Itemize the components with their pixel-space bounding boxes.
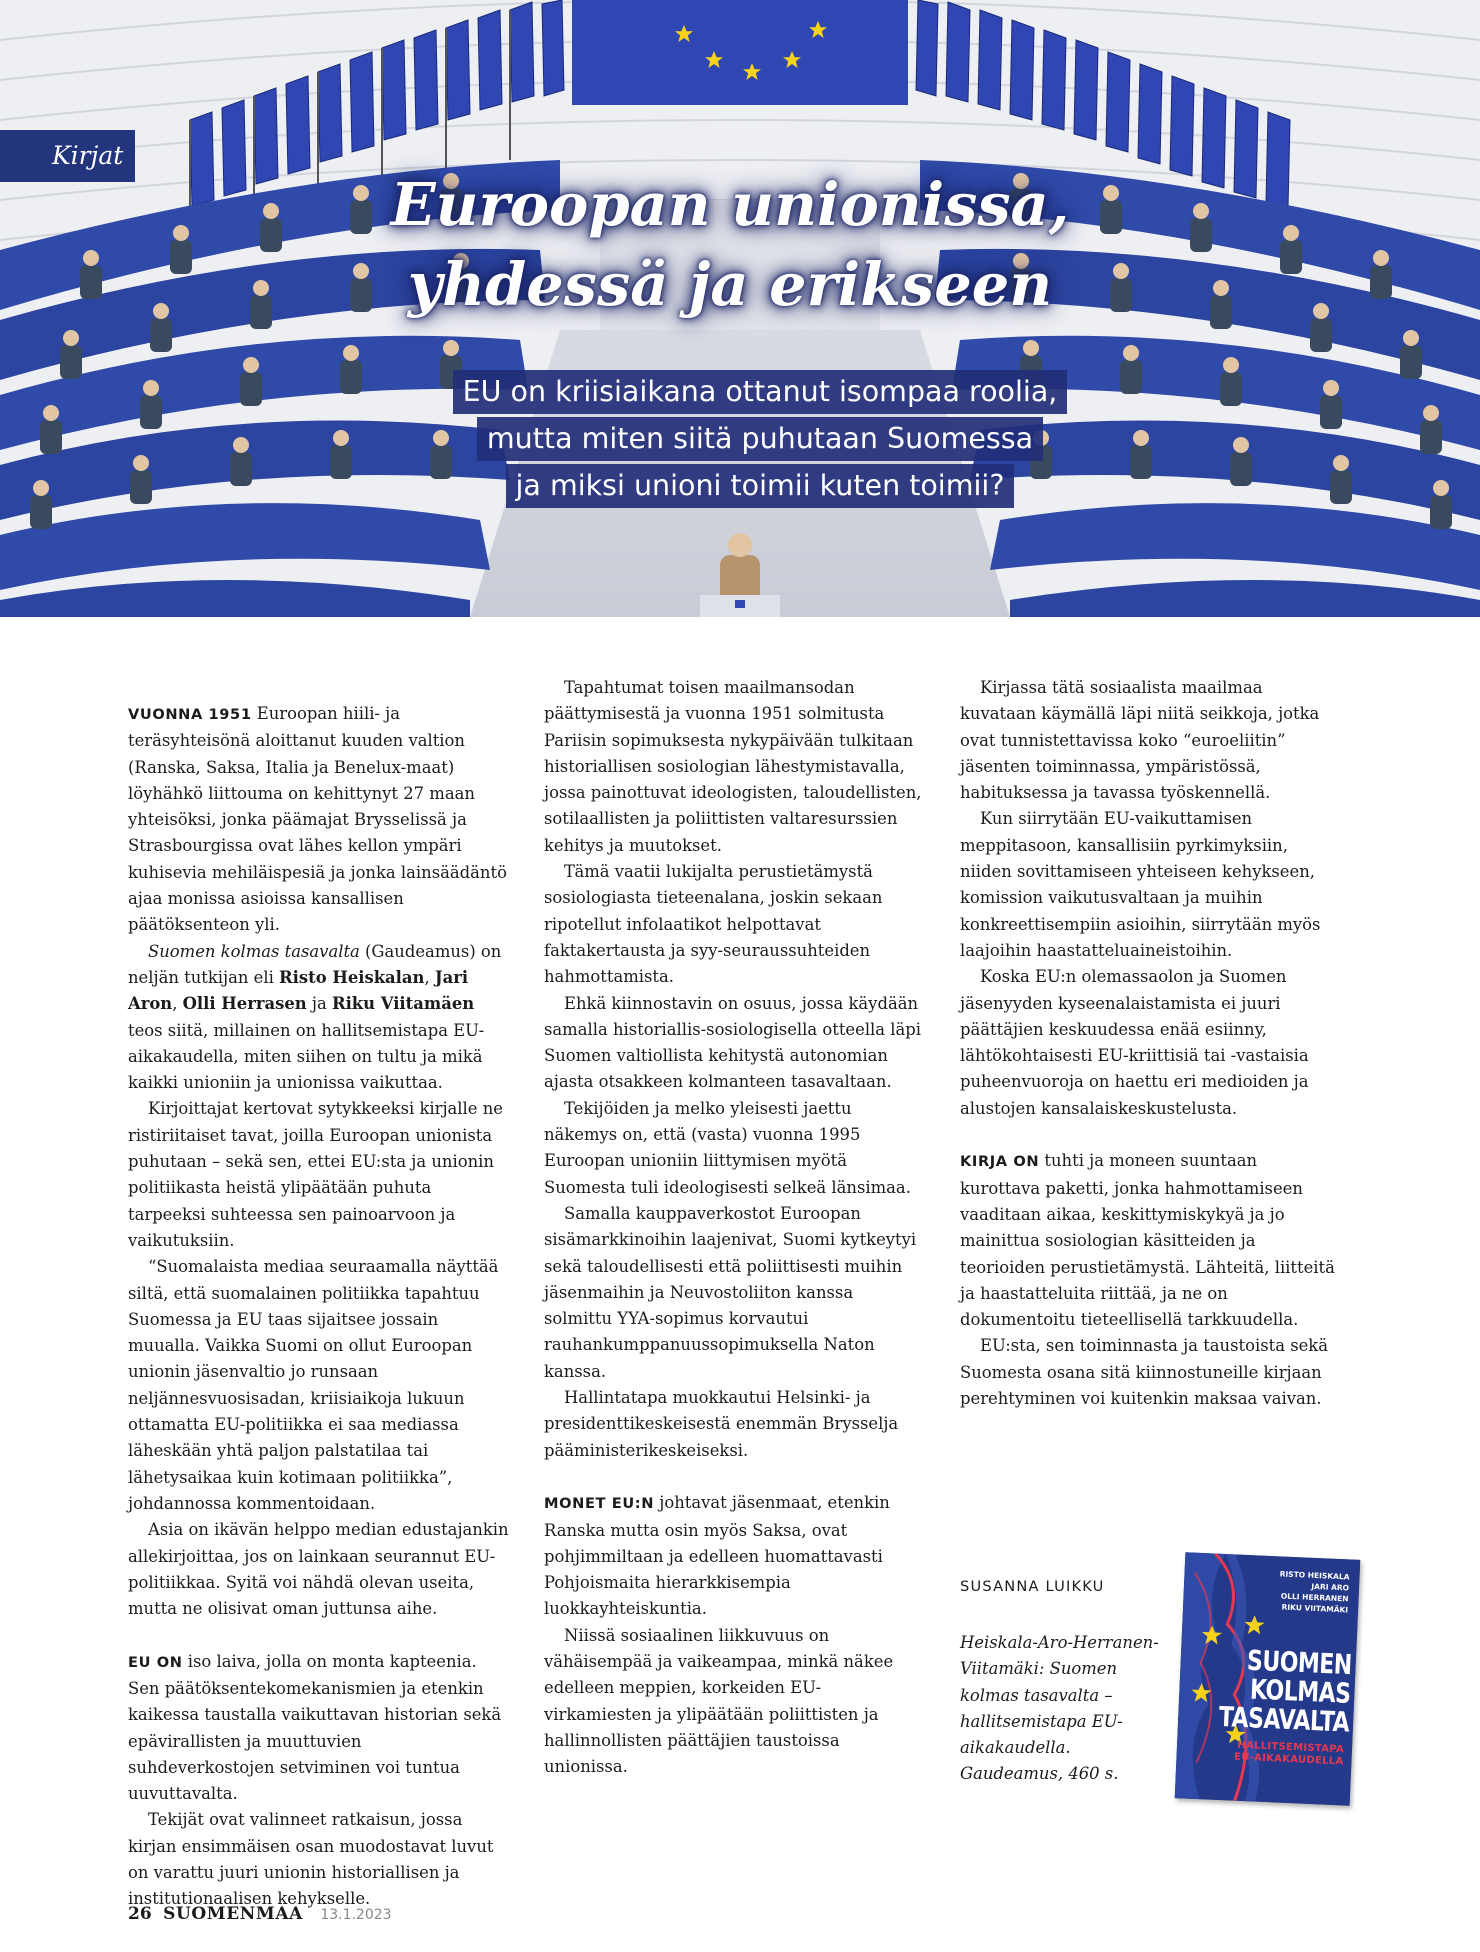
paragraph xyxy=(128,1649,509,1808)
book-cover-subtitle-line: EU-AIKAKAUDELLA xyxy=(1233,1751,1344,1768)
book-info-line: Viitamäki: Suomen xyxy=(960,1659,1118,1679)
book-cover-subtitle xyxy=(1234,1740,1344,1769)
paragraph: Samalla kauppaverkostot Euroopan sisämarkkinoihin laajenivat, Suomi kytkeytyi sekä taloudellisesti että poliittisesti muihin jäsenmaihin ja Neuvostoliiton kanssa solmittu YYA-sopimus korvautui rauhankumppanuussopimuksella Naton kanssa. xyxy=(544,1203,917,1381)
book-info-line: Gaudeamus, 460 s. xyxy=(960,1764,1119,1784)
paragraph: Tekijät ovat valinneet ratkaisun, jossa kirjan ensimmäisen osan muodostavat luvut on varattu juuri unionin historiallisen ja institutionaalisen kehykselle. xyxy=(128,1810,494,1909)
page-number: 26 xyxy=(128,1904,152,1924)
book-cover-title-line: TASAVALTA xyxy=(1218,1702,1350,1740)
author-name: Jari Aron xyxy=(128,967,469,1014)
paragraph-text: , xyxy=(424,967,435,987)
book-cover-author: RIKU VIITAMÄKI xyxy=(1281,1602,1349,1615)
paragraph-gap xyxy=(544,1464,925,1490)
book-cover-author: JARI ARO xyxy=(1311,1581,1350,1593)
book-cover-authors xyxy=(1228,1566,1350,1615)
paragraph: Tapahtumat toisen maailmansodan päättymisestä ja vuonna 1951 solmitusta Pariisin sopimuksesta nykypäivään tulkitaan historiallisen sosiologian lähestymistavalla, jossa painottuvat ideologisten, taloudellisten, sotilaallisten ja poliittisten valtaresurssien kehitys ja muutokset. xyxy=(544,678,922,855)
book-title: Suomen kolmas tasavalta xyxy=(148,941,360,961)
lead-word: EU ON xyxy=(128,1653,183,1671)
book-cover-title-line: KOLMAS xyxy=(1249,1674,1352,1711)
book-cover-author: RISTO HEISKALA xyxy=(1279,1569,1350,1582)
paragraph-text: Euroopan hiili- ja teräsyhteisönä aloittanut kuuden valtion (Ranska, Saksa, Italia ja Benelux-maat) löyhähkö liittouma on kehittynyt 27 maan yhteisöksi, jonka päämajat Brysselissä ja Strasbourgissa ovat lähes kellon ympäri kuhisevia mehiläispesiä ja jonka lainsäädäntö ajaa monissa asioissa kansallisen päätöksenteon yli. xyxy=(128,704,507,935)
book-info xyxy=(960,1630,1185,1788)
author-byline: SUSANNA LUIKKU xyxy=(960,1578,1105,1595)
headline xyxy=(300,165,1160,325)
paragraph: Kun siirrytään EU-vaikuttamisen meppitasoon, kansallisiin pyrkimyksiin, niiden sovittamiseen yhteiseen kehykseen, komission vaikutusvaltaan ja muihin konkreettisempiin asioihin, siirrytään myös laajoihin haastatteluaineistoihin. xyxy=(960,809,1321,960)
author-name: Olli Herrasen xyxy=(182,994,307,1014)
book-cover xyxy=(1175,1552,1361,1805)
paragraph: Kirjassa tätä sosiaalista maailmaa kuvataan käymällä läpi niitä seikkoja, jotka ovat tunnistettavissa koko “euroeliitin” jäsenten toiminnassa, ympäristössä, habituksessa ja tavassa työskennellä. xyxy=(960,678,1320,803)
paragraph: “Suomalaista mediaa seuraamalla näyttää siltä, että suomalainen politiikka tapahtuu Suomessa ja EU taas sijaitsee jossain muualla. Vaikka Suomi on ollut Euroopan unionin jäsenvaltio jo runsaan neljännesvuosisadan, kriisiaikoja lukuun ottamatta EU-politiikka ei saa mediassa läheskään yhtä paljon palstatilaa tai lähetysaikaa kuin kotimaan politiikka”, johdannossa kommentoidaan. xyxy=(128,1257,499,1513)
author-name: Risto Heiskalan xyxy=(279,967,425,987)
paragraph xyxy=(960,1148,1341,1333)
page-footer xyxy=(128,1904,392,1925)
section-tag: Kirjat xyxy=(0,130,135,182)
author-name: Riku Viitamäen xyxy=(331,994,475,1014)
paragraph-text: johtavat jäsenmaat, etenkin Ranska mutta osin myös Saksa, ovat pohjimmiltaan ja edelleen huomattavasti Pohjoismaita hierarkkisempia luokkayhteiskuntia. xyxy=(544,1493,890,1619)
lead-word: MONET EU:N xyxy=(544,1495,655,1513)
paragraph-text: , xyxy=(172,994,183,1014)
book-info-line: Heiskala-Aro-Herranen- xyxy=(960,1633,1159,1652)
paragraph: Asia on ikävän helppo median edustajankin allekirjoittaa, jos on lainkaan seurannut EU-politiikkaa. Syitä voi nähdä olevan useita, mutta ne olisivat oman juttunsa aihe. xyxy=(128,1520,509,1619)
paragraph: Tämä vaatii lukijalta perustietämystä sosiologiasta tieteenalana, joskin sekaan ripotellut infolaatikot helpottavat faktakertausta ja syy-seuraussuhteiden hahmottamista. xyxy=(544,862,883,987)
headline-line: yhdessä ja erikseen xyxy=(407,250,1053,319)
article-column-1 xyxy=(128,701,509,1913)
issue-date: 13.1.2023 xyxy=(320,1907,392,1923)
subheadline-line: ja miksi unioni toimii kuten toimii? xyxy=(506,464,1015,508)
lead-word: KIRJA ON xyxy=(960,1153,1040,1171)
book-cover-subtitle-line: HALLITSEMISTAPA xyxy=(1237,1739,1345,1756)
book-cover-title xyxy=(1194,1645,1353,1738)
paragraph-text: iso laiva, jolla on monta kapteenia. Sen päätöksentekomekanismien ja etenkin kaikessa taustalla vaikuttavan historian sekä epävirallisten ja muuttuvien suhdeverkostojen setviminen voi tuntua uuvuttavalta. xyxy=(128,1651,502,1804)
paragraph xyxy=(128,939,509,1097)
magazine-name: SUOMENMAA xyxy=(163,1904,303,1924)
book-info-line: hallitsemistapa EU- xyxy=(960,1711,1123,1731)
paragraph: Niissä sosiaalinen liikkuvuus on vähäisempää ja vaikeampaa, minkä näkee edelleen meppien, korkeiden EU-virkamiesten ja ylipäätään poliittisten ja hallinnollisten päättäjien taustoissa unionissa. xyxy=(544,1625,894,1777)
paragraph-text: (Gaudeamus) on neljän tutkijan eli xyxy=(128,941,502,987)
book-info-line: aikakaudella. xyxy=(960,1738,1071,1758)
paragraph: Kirjoittajat kertovat sytykkeeksi kirjalle ne ristiriitaiset tavat, joilla Euroopan unionista puhutaan – sekä sen, ettei EU:sta ja unionin politiikasta heistä ylipäätään puhuta tarpeeksi suhteessa sen painoarvoon ja vaikutuksiin. xyxy=(128,1099,503,1250)
paragraph: Tekijöiden ja melko yleisesti jaettu näkemys on, että (vasta) vuonna 1995 Euroopan unioniin liittymisen myötä Suomesta tuli ideologisesti selkeä länsimaa. xyxy=(544,1098,911,1197)
article-column-2 xyxy=(544,675,925,1780)
paragraph-gap xyxy=(128,1622,509,1648)
book-info-line: kolmas tasavalta – xyxy=(960,1685,1113,1705)
paragraph: Koska EU:n olemassaolon ja Suomen jäsenyyden kyseenalaistamista ei juuri päättäjien keskuudessa enää esiinny, lähtökohtaisesti EU-kriittisiä tai -vastaisia puheenvuoroja on haettu eri medioiden ja alustojen kansalaiskeskustelusta. xyxy=(960,967,1309,1118)
paragraph: EU:sta, sen toiminnasta ja taustoista sekä Suomesta osana sitä kiinnostuneille kirjaan perehtyminen voi kuitenkin maksaa vaivan. xyxy=(960,1336,1329,1409)
lead-word: VUONNA 1951 xyxy=(128,706,252,723)
paragraph xyxy=(544,1490,925,1622)
book-cover-author: OLLI HERRANEN xyxy=(1280,1591,1349,1604)
paragraph-text: teos siitä, millainen on hallitsemistapa EU-aikakaudella, miten siihen on tultu ja mikä kaikki unioniin ja unionissa vaikuttaa. xyxy=(128,1020,485,1093)
article-column-3 xyxy=(960,675,1341,1412)
paragraph: Ehkä kiinnostavin on osuus, jossa käydään samalla historiallis-sosiologisella otteella läpi Suomen valtiollista kehitystä autonomian ajasta otsakkeen kolmanteen tasavaltaan. xyxy=(544,993,922,1092)
subheadline-line: mutta miten siitä puhutaan Suomessa xyxy=(477,417,1043,461)
subheadline-line: EU on kriisiaikana ottanut isompaa roolia, xyxy=(453,370,1068,414)
paragraph-text: ja xyxy=(306,994,332,1014)
paragraph-text: tuhti ja moneen suuntaan kurottava paketti, jonka hahmottamiseen vaaditaan aikaa, keskittymiskykyä ja jo mainittua sosiologian käsitteiden ja teorioiden perustietämystä. Lähteitä, liitteitä ja haastatteluita riittää, ja ne on dokumentoitu tieteellisellä tarkkuudella. xyxy=(960,1151,1335,1330)
book-cover-title-line: SUOMEN xyxy=(1246,1645,1353,1682)
subheadline xyxy=(415,370,1105,511)
headline-line: Euroopan unionissa, xyxy=(390,170,1070,239)
paragraph: Hallintatapa muokkautui Helsinki- ja presidenttikeskeisestä enemmän Brysselja pääministerikeskeiseksi. xyxy=(544,1388,899,1460)
paragraph-gap xyxy=(960,1122,1341,1148)
paragraph xyxy=(128,701,509,939)
